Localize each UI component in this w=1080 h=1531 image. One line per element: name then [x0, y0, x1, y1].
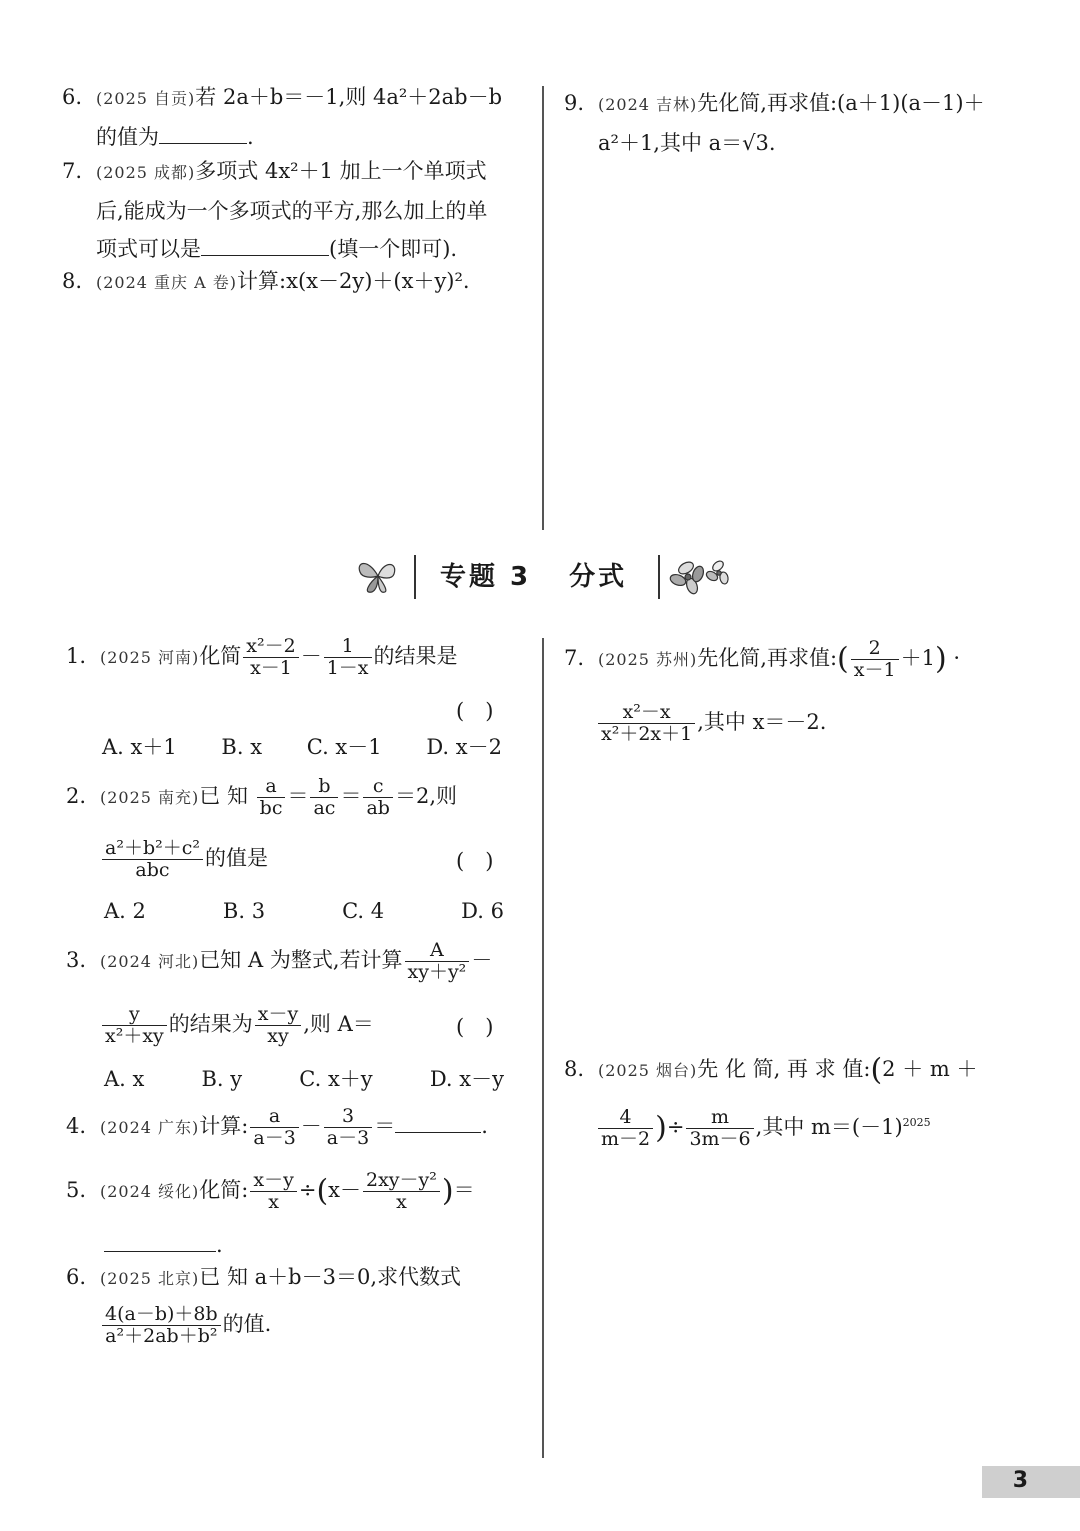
options-q1 [102, 728, 502, 766]
question-7-top: 7. (2025 成都)多项式 4x²＋1 加上一个单项式 后,能成为一个多项式的平方,那么加上的单 项式可以是 (填一个即可). [62, 152, 487, 268]
question-text: a²＋1,其中 a＝√3. [598, 131, 776, 155]
option-c[interactable]: C. x－1 [306, 735, 382, 759]
answer-paren[interactable]: ( ) [456, 1015, 494, 1039]
fraction: $\frac{\text{x²－2}}{x-1}$ [243, 636, 298, 679]
question-9-top [564, 84, 985, 162]
question-7: 7. (2025 苏州)先化简,再求值:( $\frac{2}{x-1}$ ＋1) · [564, 637, 961, 681]
fraction: $\frac{x-y}{xy}$ [255, 1004, 301, 1047]
question-5: 5. (2024 绥化)化简: $\frac{x-y}{x}$ ÷(x－ $\frac{\text{2xy－y²}}{x}$ )＝ [66, 1169, 475, 1213]
question-number: 6. [62, 85, 83, 109]
fraction: $\frac{c}{ab}$ [363, 776, 393, 819]
fraction: $\frac{b}{ac}$ [310, 776, 338, 819]
question-source: (2024 吉林) [598, 95, 698, 114]
question-8-top [62, 262, 470, 302]
option-b[interactable]: B. 3 [222, 899, 266, 923]
question-source: (2025 自贡) [96, 89, 196, 108]
question-5-cont: . [104, 1226, 223, 1264]
option-a[interactable]: A. 2 [104, 899, 146, 923]
fraction: $\frac{3}{a-3}$ [324, 1106, 372, 1149]
fraction: $\frac{2}{x-1}$ [851, 638, 899, 681]
option-a[interactable]: A. x＋1 [102, 735, 177, 759]
question-3: 3. (2024 河北)已知 A 为整式,若计算 $\frac{A}{\text{xy＋y²}}$ － [66, 939, 493, 983]
answer-blank[interactable] [159, 121, 247, 144]
column-divider [542, 638, 544, 1458]
question-text: 计算:x(x－2y)＋(x＋y)². [237, 269, 470, 293]
question-8-cont: $\frac{4}{m-2}$ )÷ $\frac{m}{3m-6}$ ,其中 $m=(-1)^{2025}$ [596, 1104, 931, 1150]
fraction: $\frac{\text{2xy－y²}}{x}$ [363, 1170, 440, 1213]
question-6-cont: $\frac{4(a-b)+8b}{\text{a²＋2ab＋b²}}$ 的值. [100, 1304, 271, 1347]
fraction: $\frac{1}{1-x}$ [324, 636, 372, 679]
question-8: 8. (2025 烟台)先 化 简, 再 求 值:(2 ＋ m ＋ [564, 1052, 978, 1088]
fraction: $\frac{4}{m-2}$ [598, 1107, 653, 1150]
option-d[interactable]: D. x－y [429, 1067, 504, 1091]
fraction: $\frac{a}{a-3}$ [250, 1106, 298, 1149]
fraction: $\frac{a}{bc}$ [257, 776, 286, 819]
butterfly-decoration-icon [354, 554, 402, 598]
question-number: 7. [62, 159, 83, 183]
question-6-top: 6. (2025 自贡)若 2a＋b＝－1,则 4a²＋2ab－b 的值为 . [62, 78, 502, 156]
title-bar-right [658, 555, 660, 599]
fraction: $\frac{x-y}{x}$ [250, 1170, 296, 1213]
option-b[interactable]: B. x [221, 735, 263, 759]
option-d[interactable]: D. x－2 [426, 735, 502, 759]
options-q3 [104, 1060, 504, 1098]
question-number: 8. [62, 269, 83, 293]
option-b[interactable]: B. y [201, 1067, 243, 1091]
question-text: 后,能成为一个多项式的平方,那么加上的单 [96, 199, 488, 223]
options-q2 [104, 892, 504, 930]
question-1: 1. (2025 河南)化简 $\frac{\text{x²－2}}{x-1}$ － $\frac{1}{1-x}$ 的结果是 [66, 635, 458, 679]
flower-decoration-icon [666, 554, 736, 600]
section-header [350, 548, 740, 606]
question-source: (2024 重庆 A 卷) [96, 273, 238, 292]
question-4: 4. (2024 广东)计算: $\frac{a}{a-3}$ － $\frac{3}{a-3}$ ＝ . [66, 1105, 488, 1149]
question-text: 先化简,再求值:(a＋1)(a－1)＋ [697, 91, 985, 115]
question-text: 多项式 4x²＋1 加上一个单项式 [195, 159, 487, 183]
fraction: $\frac{4(a-b)+8b}{\text{a²＋2ab＋b²}}$ [102, 1304, 221, 1347]
answer-blank[interactable] [104, 1229, 216, 1252]
fraction: $\frac{y}{\text{x²＋xy}}$ [102, 1004, 167, 1047]
question-3-cont: $\frac{y}{\text{x²＋xy}}$ 的结果为 $\frac{x-y}{xy}$ ,则 A＝ [100, 1004, 374, 1047]
option-c[interactable]: C. 4 [342, 899, 385, 923]
question-7-cont: $\frac{\text{x²－x}}{\text{x²＋2x＋1}}$ ,其中 x＝－2. [596, 702, 826, 745]
question-number: 9. [564, 91, 585, 115]
question-text: 若 2a＋b＝－1,则 4a²＋2ab－b [195, 85, 503, 109]
question-2: 2. (2025 南充)已 知 $\frac{a}{bc}$ ＝ $\frac{b}{ac}$ ＝ $\frac{c}{ab}$ ＝2,则 [66, 775, 457, 819]
option-d[interactable]: D. 6 [461, 899, 504, 923]
question-6: 6. (2025 北京)已 知 a＋b－3＝0,求代数式 [66, 1265, 462, 1289]
answer-paren[interactable]: ( ) [456, 699, 494, 723]
fraction: $\frac{\text{x²－x}}{\text{x²＋2x＋1}}$ [598, 702, 695, 745]
fraction: $\frac{A}{\text{xy＋y²}}$ [405, 940, 470, 983]
section-title: 专题 3 分式 [440, 562, 628, 592]
page-number: 3 [1012, 1468, 1028, 1493]
option-a[interactable]: A. x [104, 1067, 145, 1091]
title-bar-left [414, 555, 416, 599]
answer-paren[interactable]: ( ) [456, 849, 494, 873]
question-text: 的值为 [96, 125, 159, 149]
column-divider [542, 86, 544, 530]
answer-blank[interactable] [395, 1110, 481, 1133]
question-source: (2025 成都) [96, 163, 196, 182]
question-2-cont: $\frac{\text{a²＋b²＋c²}}{\text{abc}}$ 的值是 [100, 838, 268, 881]
fraction: $\frac{\text{a²＋b²＋c²}}{\text{abc}}$ [102, 838, 203, 881]
page-number-tab [982, 1466, 1080, 1498]
option-c[interactable]: C. x＋y [299, 1067, 373, 1091]
answer-blank[interactable] [201, 233, 329, 256]
fraction: $\frac{m}{3m-6}$ [686, 1107, 753, 1150]
question-text: 项式可以是 [96, 237, 201, 261]
